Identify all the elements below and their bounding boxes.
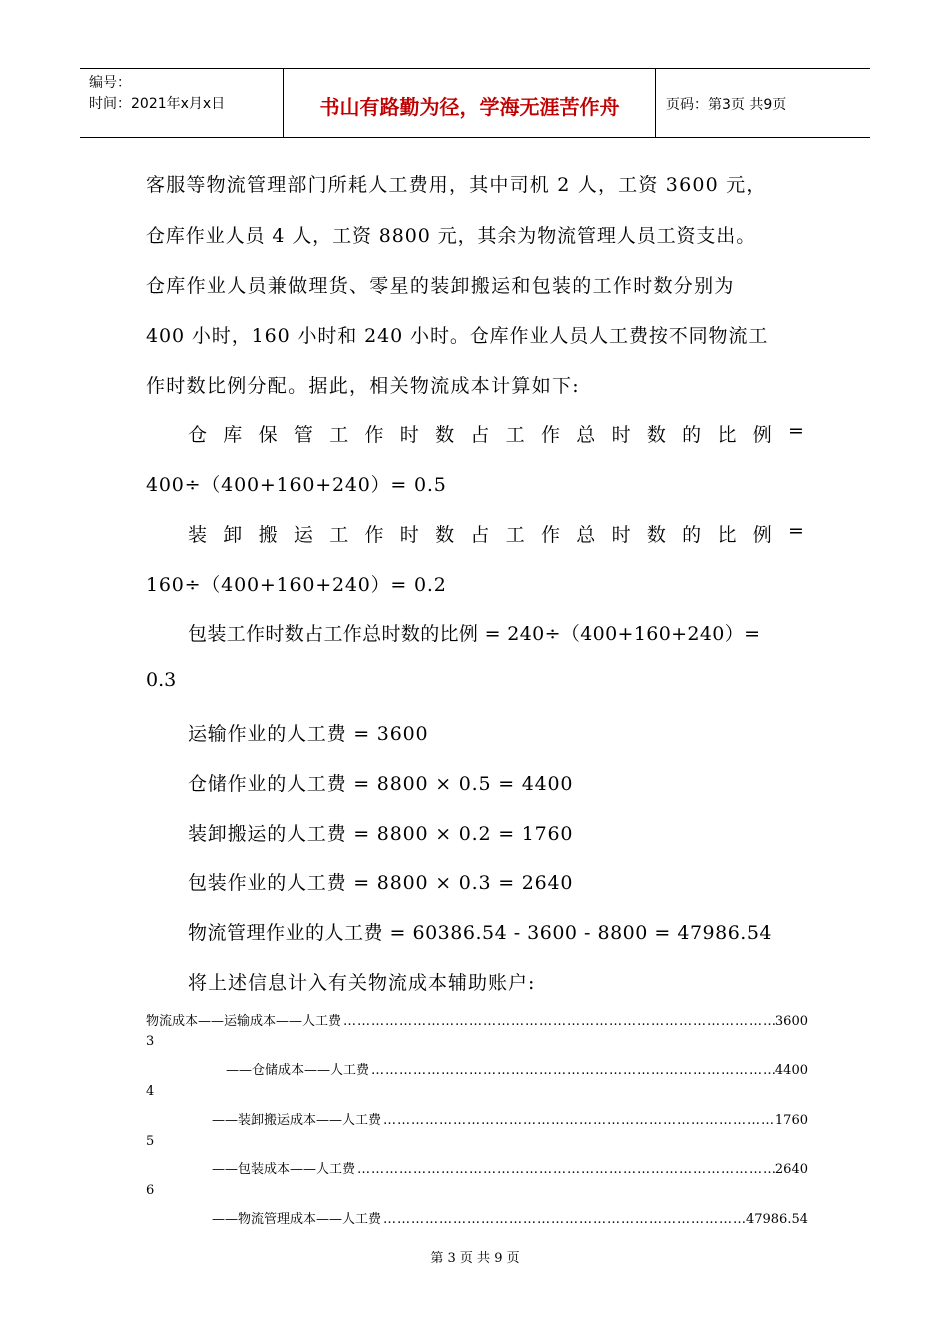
document-number-label: 编号： bbox=[89, 75, 131, 91]
formula-char: = bbox=[788, 520, 804, 542]
header-divider bbox=[655, 69, 656, 137]
page-header bbox=[80, 68, 870, 138]
body-line: 仓库作业人员 4 人，工资 8800 元，其余为物流管理人员工资支出。 bbox=[146, 225, 757, 247]
leader-dots bbox=[381, 1113, 775, 1128]
account-label: ——物流管理成本——人工费 bbox=[212, 1212, 382, 1227]
cost-warehouse: 仓储作业的人工费 = 8800 × 0.5 = 4400 bbox=[188, 773, 574, 795]
formula-char: 数 bbox=[435, 424, 455, 446]
account-amount: 1760 bbox=[774, 1113, 808, 1128]
document-date-label: 时间：2021年x月x日 bbox=[89, 96, 226, 112]
header-motto: 书山有路勤为径，学海无涯苦作舟 bbox=[319, 95, 620, 119]
formula-char: 工 bbox=[329, 524, 349, 546]
account-label: ——包装成本——人工费 bbox=[212, 1162, 356, 1177]
page-footer: 第 3 页 共 9 页 bbox=[430, 1251, 520, 1266]
account-entry-management bbox=[212, 1208, 808, 1227]
formula-char: 占 bbox=[470, 524, 490, 546]
account-entry-loading bbox=[212, 1109, 808, 1128]
formula-char: 时 bbox=[611, 524, 631, 546]
formula-char: 作 bbox=[540, 424, 560, 446]
header-page-info: 页码：第3页 共9页 bbox=[666, 97, 787, 113]
leader-dots bbox=[369, 1063, 775, 1078]
formula-char: 库 bbox=[223, 424, 243, 446]
formula-char: 数 bbox=[646, 524, 666, 546]
account-amount: 3600 bbox=[774, 1014, 808, 1029]
formula-char: 工 bbox=[329, 424, 349, 446]
ratio-formula-storage bbox=[188, 420, 804, 447]
formula-char: 装 bbox=[188, 524, 208, 546]
formula-char: = bbox=[788, 420, 804, 442]
account-label: ——仓储成本——人工费 bbox=[226, 1063, 370, 1078]
formula-char: 比 bbox=[717, 424, 737, 446]
body-line: 作时数比例分配。据此，相关物流成本计算如下: bbox=[146, 375, 581, 397]
formula-char: 时 bbox=[399, 424, 419, 446]
formula-char: 数 bbox=[435, 524, 455, 546]
leader-dots bbox=[355, 1162, 775, 1177]
body-line: 仓库作业人员兼做理货、零星的装卸搬运和包装的工作时数分别为 bbox=[146, 275, 735, 297]
cost-loading: 装卸搬运的人工费 = 8800 × 0.2 = 1760 bbox=[188, 823, 574, 845]
accounts-intro: 将上述信息计入有关物流成本辅助账户: bbox=[188, 972, 536, 994]
formula-char: 例 bbox=[752, 424, 772, 446]
account-wrap-digit: 3 bbox=[146, 1034, 155, 1049]
leader-dots bbox=[381, 1212, 746, 1227]
cost-transport: 运输作业的人工费 = 3600 bbox=[188, 723, 429, 745]
body-line: 客服等物流管理部门所耗人工费用，其中司机 2 人，工资 3600 元， bbox=[146, 174, 767, 196]
account-entry-packaging bbox=[212, 1158, 808, 1177]
account-amount: 2640 bbox=[774, 1162, 808, 1177]
formula-char: 工 bbox=[505, 524, 525, 546]
account-label: 物流成本——运输成本——人工费 bbox=[146, 1014, 342, 1029]
ratio-formula-continuation: 160÷（400+160+240）= 0.2 bbox=[146, 574, 447, 596]
body-line: 400 小时，160 小时和 240 小时。仓库作业人员人工费按不同物流工 bbox=[146, 325, 769, 347]
ratio-formula-continuation: 400÷（400+160+240）= 0.5 bbox=[146, 474, 447, 496]
account-entry-transport bbox=[146, 1010, 808, 1029]
formula-char: 管 bbox=[293, 424, 313, 446]
formula-char: 运 bbox=[293, 524, 313, 546]
cost-packaging: 包装作业的人工费 = 8800 × 0.3 = 2640 bbox=[188, 872, 574, 894]
formula-char: 的 bbox=[682, 424, 702, 446]
ratio-formula-handling bbox=[188, 520, 804, 547]
formula-char: 比 bbox=[717, 524, 737, 546]
formula-char: 时 bbox=[611, 424, 631, 446]
formula-char: 的 bbox=[682, 524, 702, 546]
formula-char: 总 bbox=[576, 524, 596, 546]
formula-char: 例 bbox=[752, 524, 772, 546]
formula-char: 保 bbox=[258, 424, 278, 446]
formula-char: 作 bbox=[364, 424, 384, 446]
cost-management: 物流管理作业的人工费 = 60386.54 - 3600 - 8800 = 47986.54 bbox=[188, 922, 773, 944]
account-amount: 47986.54 bbox=[745, 1212, 808, 1227]
formula-char: 总 bbox=[576, 424, 596, 446]
formula-char: 作 bbox=[364, 524, 384, 546]
formula-char: 作 bbox=[540, 524, 560, 546]
formula-char: 卸 bbox=[223, 524, 243, 546]
formula-char: 工 bbox=[505, 424, 525, 446]
account-amount: 4400 bbox=[774, 1063, 808, 1078]
account-wrap-digit: 4 bbox=[146, 1084, 155, 1099]
account-entry-warehouse bbox=[226, 1059, 808, 1078]
account-label: ——装卸搬运成本——人工费 bbox=[212, 1113, 382, 1128]
formula-char: 搬 bbox=[258, 524, 278, 546]
account-wrap-digit: 5 bbox=[146, 1134, 155, 1149]
ratio-formula-continuation: 0.3 bbox=[146, 669, 177, 691]
account-wrap-digit: 6 bbox=[146, 1183, 155, 1198]
formula-char: 数 bbox=[646, 424, 666, 446]
leader-dots bbox=[341, 1014, 775, 1029]
formula-char: 占 bbox=[470, 424, 490, 446]
formula-char: 仓 bbox=[188, 424, 208, 446]
ratio-formula-packaging: 包装工作时数占工作总时数的比例 = 240÷（400+160+240）= bbox=[188, 623, 761, 645]
formula-char: 时 bbox=[399, 524, 419, 546]
